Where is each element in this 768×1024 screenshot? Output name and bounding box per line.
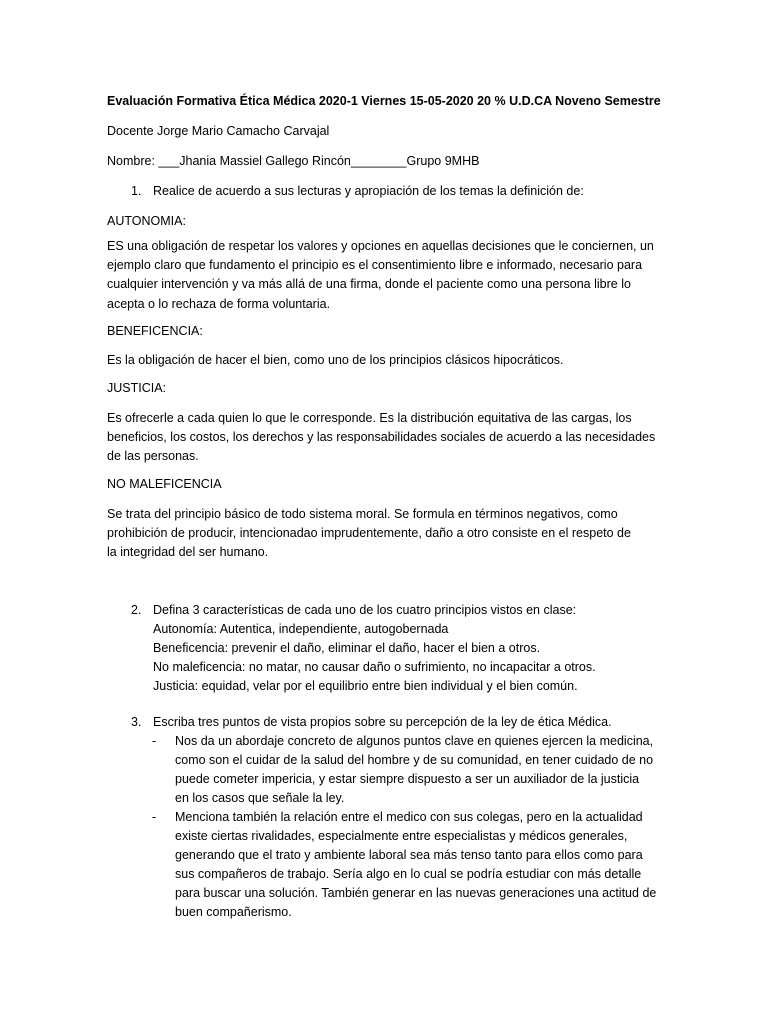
no-maleficencia-text-line: la integridad del ser humano. [107, 545, 269, 559]
section-heading-autonomia: AUTONOMIA: [107, 214, 186, 228]
justicia-text-line: Es ofrecerle a cada quien lo que le corresponde. Es la distribución equitativa de las cargas, los [107, 411, 632, 425]
question-3-number: 3. [131, 715, 142, 729]
question-2-answer-line: No maleficencia: no matar, no causar daño o sufrimiento, no incapacitar a otros. [153, 660, 596, 674]
bullet-marker: - [152, 734, 157, 748]
bullet-2-line: existe ciertas rivalidades, especialmente entre especialistas y médicos generales, [175, 829, 628, 843]
beneficencia-text-line: Es la obligación de hacer el bien, como uno de los principios clásicos hipocráticos. [107, 353, 564, 367]
bullet-1-line: como son el cuidar de la salud del hombre y de su comunidad, en tener cuidado de no [175, 753, 654, 767]
bullet-2-line: buen compañerismo. [175, 905, 292, 919]
autonomia-text-line: ES una obligación de respetar los valores y opciones en aquellas decisiones que le conciernen, un [107, 239, 654, 253]
bullet-2-line: Menciona también la relación entre el medico con sus colegas, pero en la actualidad [175, 810, 643, 824]
question-2-answer-line: Autonomía: Autentica, independiente, autogobernada [153, 622, 449, 636]
question-2-answer-line: Beneficencia: prevenir el daño, eliminar el daño, hacer el bien a otros. [153, 641, 541, 655]
no-maleficencia-text-line: Se trata del principio básico de todo sistema moral. Se formula en términos negativos, como [107, 507, 618, 521]
question-3-text: Escriba tres puntos de vista propios sobre su percepción de la ley de ética Médica. [153, 715, 612, 729]
justicia-text-line: beneficios, los costos, los derechos y las responsabilidades sociales de acuerdo a las necesidades [107, 430, 656, 444]
section-heading-beneficencia: BENEFICENCIA: [107, 324, 203, 338]
question-1-number: 1. [131, 184, 142, 198]
section-heading-justicia: JUSTICIA: [107, 381, 167, 395]
question-2-number: 2. [131, 603, 142, 617]
question-2-text: Defina 3 características de cada uno de los cuatro principios vistos en clase: [153, 603, 577, 617]
autonomia-text-line: acepta o lo rechaza de forma voluntaria. [107, 297, 331, 311]
bullet-1-line: Nos da un abordaje concreto de algunos puntos clave en quienes ejercen la medicina, [175, 734, 654, 748]
question-2-answer-line: Justicia: equidad, velar por el equilibrio entre bien individual y el bien común. [153, 679, 578, 693]
question-1-text: Realice de acuerdo a sus lecturas y apropiación de los temas la definición de: [153, 184, 584, 198]
section-heading-no-maleficencia: NO MALEFICENCIA [107, 477, 222, 491]
bullet-2-line: para buscar una solución. También generar en las nuevas generaciones una actitud de [175, 886, 657, 900]
document-title: Evaluación Formativa Ética Médica 2020-1 Viernes 15-05-2020 20 % U.D.CA Noveno Semestre [107, 94, 661, 108]
bullet-1-line: en los casos que señale la ley. [175, 791, 345, 805]
bullet-marker: - [152, 810, 157, 824]
student-line: Nombre: ___Jhania Massiel Gallego Rincón________Grupo 9MHB [107, 154, 480, 168]
justicia-text-line: de las personas. [107, 449, 199, 463]
teacher-line: Docente Jorge Mario Camacho Carvajal [107, 124, 330, 138]
bullet-2-line: generando que el trato y ambiente laboral sea más tenso tanto para ellos como para [175, 848, 643, 862]
no-maleficencia-text-line: prohibición de producir, intencionadao imprudentemente, daño a otro consiste en el respeto de [107, 526, 631, 540]
autonomia-text-line: cualquier intervención y va más allá de una firma, donde el paciente como una persona libre lo [107, 277, 631, 291]
bullet-2-line: sus compañeros de trabajo. Sería algo en lo cual se podría estudiar con más detalle [175, 867, 642, 881]
bullet-1-line: puede cometer impericia, y estar siempre dispuesto a ser un auxiliador de la justicia [175, 772, 640, 786]
autonomia-text-line: ejemplo claro que fundamento el principio es el consentimiento libre e informado, necesario para [107, 258, 643, 272]
